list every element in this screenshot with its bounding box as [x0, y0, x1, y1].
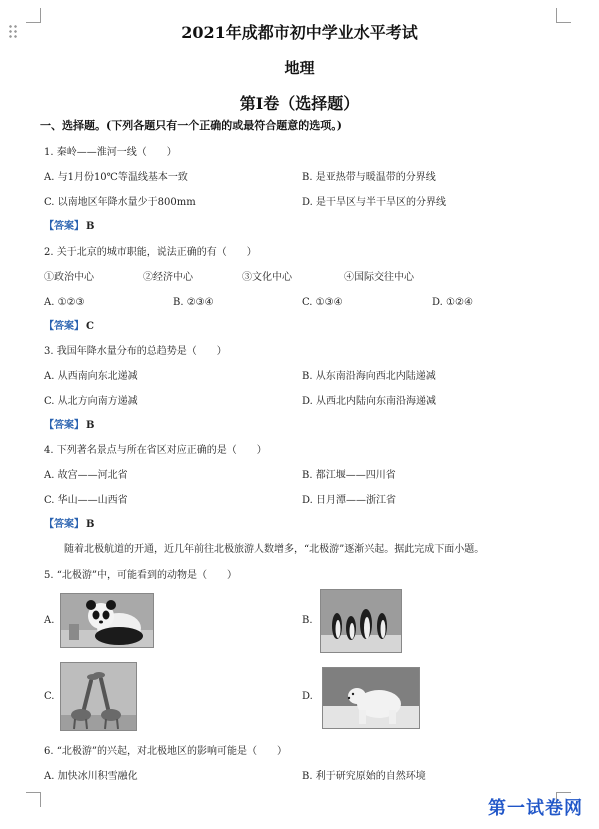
q1-answer-value: B [86, 221, 95, 232]
panda-icon [61, 594, 153, 647]
q4-answer-value: B [86, 519, 95, 530]
exam-subject: 地理 [284, 59, 315, 77]
q6-stem: 6. “北极游”的兴起，对北极地区的影响可能是（ ） [44, 746, 287, 757]
q5-option-d-label: D. [302, 691, 313, 702]
q3-stem: 3. 我国年降水量分布的总趋势是（ ） [44, 346, 227, 357]
q2-item-4: ④国际交往中心 [344, 272, 414, 283]
giraffes-photo [60, 662, 137, 731]
passage-intro: 随着北极航道的开通，近几年前往北极旅游人数增多，“北极游”逐渐兴起。据此完成下面小题。 [64, 544, 485, 555]
q2-option-b: B. ②③④ [173, 297, 214, 308]
q3-option-b: B. 从东南沿海向西北内陆递减 [302, 371, 436, 382]
answer-label: 【答案】 [44, 519, 84, 530]
q2-item-1: ①政治中心 [44, 272, 94, 283]
q2-stem: 2. 关于北京的城市职能，说法正确的有（ ） [44, 247, 257, 258]
q3-option-c: C. 从北方向南方递减 [44, 396, 138, 407]
q6-option-b: B. 利于研究原始的自然环境 [302, 771, 426, 782]
answer-label: 【答案】 [44, 420, 84, 431]
q1-stem: 1. 秦岭——淮河一线（ ） [44, 147, 177, 158]
q4-option-c: C. 华山——山西省 [44, 495, 128, 506]
q2-option-c: C. ①③④ [302, 297, 343, 308]
q2-item-2: ②经济中心 [143, 272, 193, 283]
penguin-icon [321, 590, 401, 652]
q5-option-a-label: A. [44, 615, 55, 626]
q3-answer [44, 419, 94, 433]
q4-answer [44, 518, 94, 532]
polar-bear-photo [322, 667, 420, 729]
q1-option-d: D. 是干旱区与半干旱区的分界线 [302, 197, 447, 208]
answer-label: 【答案】 [44, 321, 84, 332]
answer-label: 【答案】 [44, 221, 84, 232]
q6-option-a: A. 加快冰川积雪融化 [44, 771, 138, 782]
q4-option-d: D. 日月潭——浙江省 [302, 495, 397, 506]
crop-mark-bottom-left [26, 792, 41, 807]
q5-option-b-label: B. [302, 615, 313, 626]
exam-volume: 第Ⅰ卷（选择题） [239, 94, 360, 113]
q4-stem: 4. 下列著名景点与所在省区对应正确的是（ ） [44, 445, 267, 456]
q1-option-c: C. 以南地区年降水量少于800mm [44, 197, 196, 208]
q5-stem: 5. “北极游”中，可能看到的动物是（ ） [44, 570, 237, 581]
q1-option-a: A. 与1月份10℃等温线基本一致 [44, 172, 188, 183]
q2-option-d: D. ①②④ [432, 297, 473, 308]
section-heading: 一、选择题。(下列各题只有一个正确的或最符合题意的选项。) [40, 119, 342, 132]
polar-bear-icon [323, 668, 419, 728]
q1-answer [44, 220, 94, 234]
q3-option-d: D. 从西北内陆向东南沿海递减 [302, 396, 437, 407]
q2-answer [44, 320, 94, 334]
q4-option-a: A. 故宫——河北省 [44, 470, 128, 481]
q2-answer-value: C [86, 321, 94, 332]
penguins-photo [320, 589, 402, 653]
q4-option-b: B. 都江堰——四川省 [302, 470, 396, 481]
panda-photo [60, 593, 154, 648]
giraffe-icon [61, 663, 136, 730]
q2-option-a: A. ①②③ [44, 297, 85, 308]
q3-answer-value: B [86, 420, 95, 431]
q5-option-c-label: C. [44, 691, 55, 702]
exam-title: 2021年成都市初中学业水平考试 [181, 23, 418, 42]
q3-option-a: A. 从西南向东北递减 [44, 371, 138, 382]
site-watermark: 第一试卷网 [488, 798, 583, 819]
q1-option-b: B. 是亚热带与暖温带的分界线 [302, 172, 436, 183]
q2-item-3: ③文化中心 [242, 272, 292, 283]
